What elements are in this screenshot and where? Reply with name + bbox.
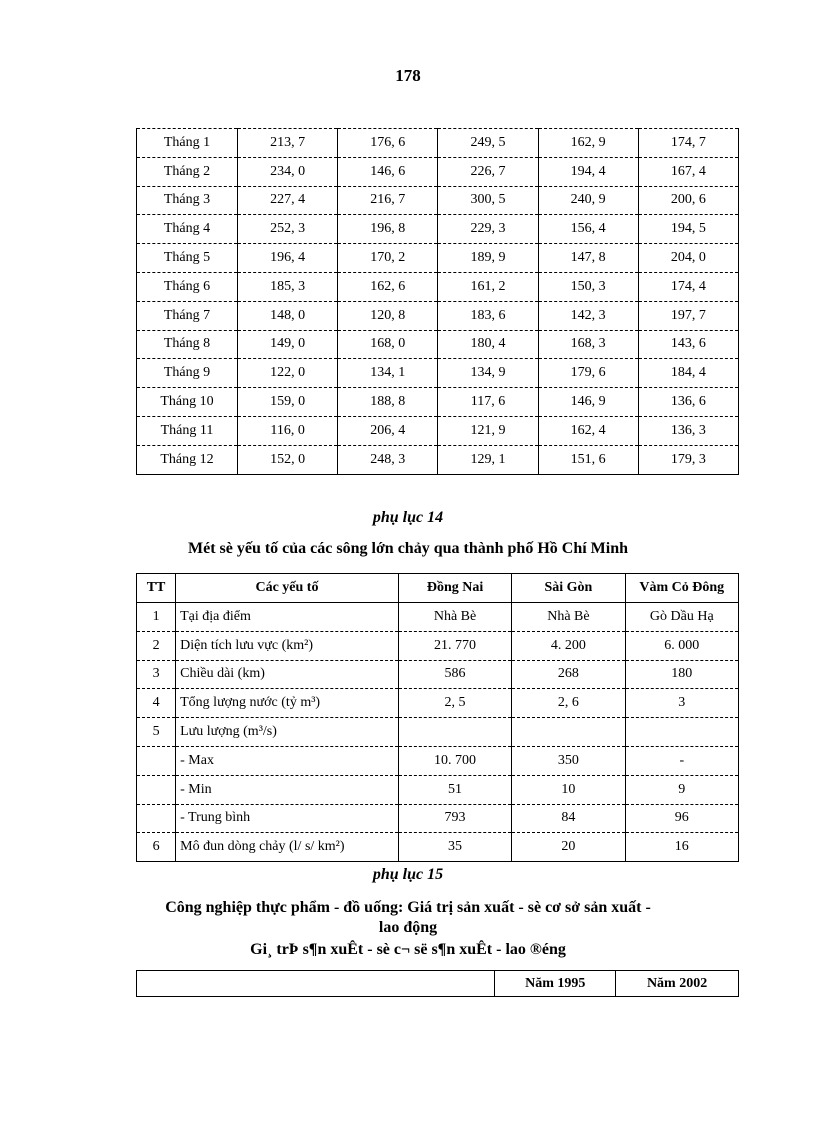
sai-gon-cell: 4. 200 [512,631,625,660]
month-cell: Tháng 1 [137,129,238,158]
table-row [137,272,739,301]
value-cell: 134, 1 [338,359,438,388]
value-cell: 168, 0 [338,330,438,359]
value-cell: 196, 4 [238,244,338,273]
header-blank-cell [137,971,495,997]
value-cell: 226, 7 [438,157,538,186]
table-row [137,244,739,273]
table-row [137,359,739,388]
table-row [137,660,739,689]
value-cell: 180, 4 [438,330,538,359]
table-row [137,129,739,158]
table-row [137,330,739,359]
month-cell: Tháng 4 [137,215,238,244]
month-cell: Tháng 10 [137,388,238,417]
factor-cell: Tổng lượng nước (tỷ m³) [176,689,399,718]
tt-cell: 4 [137,689,176,718]
dong-nai-cell: 51 [398,775,511,804]
value-cell: 142, 3 [538,301,638,330]
value-cell: 188, 8 [338,388,438,417]
dong-nai-cell: Nhà Bè [398,603,511,632]
table-row [137,186,739,215]
appendix-14-title: Mét sè yếu tố của các sông lớn chảy qua thành phố Hồ Chí Minh [187,540,629,557]
value-cell: 148, 0 [238,301,338,330]
value-cell: 136, 3 [638,416,738,445]
factor-cell: - Min [176,775,399,804]
rivers-factors-table [136,573,739,862]
value-cell: 234, 0 [238,157,338,186]
value-cell: 189, 9 [438,244,538,273]
value-cell: 146, 6 [338,157,438,186]
value-cell: 170, 2 [338,244,438,273]
value-cell: 150, 3 [538,272,638,301]
header-factor: Các yếu tố [176,574,399,603]
factor-cell: - Trung bình [176,804,399,833]
value-cell: 149, 0 [238,330,338,359]
vam-co-dong-cell: Gò Dầu Hạ [625,603,738,632]
month-cell: Tháng 6 [137,272,238,301]
table-row [137,804,739,833]
value-cell: 216, 7 [338,186,438,215]
value-cell: 162, 6 [338,272,438,301]
value-cell: 120, 8 [338,301,438,330]
value-cell: 117, 6 [438,388,538,417]
tt-cell: 2 [137,631,176,660]
sai-gon-cell [512,718,625,747]
value-cell: 156, 4 [538,215,638,244]
vam-co-dong-cell: 3 [625,689,738,718]
value-cell: 194, 5 [638,215,738,244]
sai-gon-cell: 2, 6 [512,689,625,718]
sai-gon-cell: 20 [512,833,625,862]
value-cell: 159, 0 [238,388,338,417]
value-cell: 227, 4 [238,186,338,215]
tt-cell: 3 [137,660,176,689]
month-cell: Tháng 7 [137,301,238,330]
sai-gon-cell: 268 [512,660,625,689]
appendix-14-label: phụ lục 14 [372,509,444,526]
tt-cell: 5 [137,718,176,747]
value-cell: 162, 9 [538,129,638,158]
vam-co-dong-cell: 16 [625,833,738,862]
appendix-15-title-line2: lao động [378,919,438,936]
factor-cell: Mô đun dòng chảy (l/ s/ km²) [176,833,399,862]
table-row [137,718,739,747]
table-row [137,157,739,186]
month-cell: Tháng 11 [137,416,238,445]
value-cell: 249, 5 [438,129,538,158]
table-row [137,746,739,775]
value-cell: 194, 4 [538,157,638,186]
appendix-15-title-line1: Công nghiệp thực phẩm - đồ uống: Giá trị sản xuất - sè cơ sở sản xuất - [165,899,651,916]
vam-co-dong-cell: 96 [625,804,738,833]
header-vam-co-dong: Vàm Cỏ Đông [625,574,738,603]
header-dong-nai: Đồng Nai [398,574,511,603]
tt-cell [137,804,176,833]
value-cell: 196, 8 [338,215,438,244]
value-cell: 121, 9 [438,416,538,445]
value-cell: 204, 0 [638,244,738,273]
value-cell: 300, 5 [438,186,538,215]
value-cell: 151, 6 [538,445,638,474]
value-cell: 174, 7 [638,129,738,158]
value-cell: 168, 3 [538,330,638,359]
tt-cell: 6 [137,833,176,862]
value-cell: 152, 0 [238,445,338,474]
table-row [137,689,739,718]
sai-gon-cell: 84 [512,804,625,833]
dong-nai-cell [398,718,511,747]
tt-cell [137,746,176,775]
table-row [137,301,739,330]
appendix-15-label: phụ lục 15 [372,866,444,883]
value-cell: 229, 3 [438,215,538,244]
tt-cell [137,775,176,804]
sai-gon-cell: Nhà Bè [512,603,625,632]
vam-co-dong-cell [625,718,738,747]
value-cell: 161, 2 [438,272,538,301]
header-year-2002: Năm 2002 [616,971,739,997]
table-row [137,833,739,862]
sai-gon-cell: 10 [512,775,625,804]
value-cell: 134, 9 [438,359,538,388]
table-row [137,603,739,632]
vam-co-dong-cell: 9 [625,775,738,804]
month-cell: Tháng 2 [137,157,238,186]
value-cell: 183, 6 [438,301,538,330]
page-number: 178 [395,66,421,85]
value-cell: 116, 0 [238,416,338,445]
table-row [137,775,739,804]
vam-co-dong-cell: 6. 000 [625,631,738,660]
sai-gon-cell: 350 [512,746,625,775]
table-header-row [137,971,739,997]
header-sai-gon: Sài Gòn [512,574,625,603]
value-cell: 143, 6 [638,330,738,359]
dong-nai-cell: 586 [398,660,511,689]
value-cell: 179, 3 [638,445,738,474]
value-cell: 179, 6 [538,359,638,388]
value-cell: 240, 9 [538,186,638,215]
dong-nai-cell: 35 [398,833,511,862]
factor-cell: Tại địa điểm [176,603,399,632]
table-header-row [137,574,739,603]
table-row [137,388,739,417]
month-cell: Tháng 8 [137,330,238,359]
value-cell: 213, 7 [238,129,338,158]
value-cell: 176, 6 [338,129,438,158]
dong-nai-cell: 10. 700 [398,746,511,775]
tt-cell: 1 [137,603,176,632]
value-cell: 147, 8 [538,244,638,273]
industry-table [136,970,739,997]
value-cell: 174, 4 [638,272,738,301]
value-cell: 248, 3 [338,445,438,474]
table-row [137,631,739,660]
month-cell: Tháng 9 [137,359,238,388]
factor-cell: Lưu lượng (m³/s) [176,718,399,747]
value-cell: 206, 4 [338,416,438,445]
value-cell: 122, 0 [238,359,338,388]
dong-nai-cell: 2, 5 [398,689,511,718]
dong-nai-cell: 793 [398,804,511,833]
table-row [137,445,739,474]
value-cell: 162, 4 [538,416,638,445]
value-cell: 197, 7 [638,301,738,330]
header-year-1995: Năm 1995 [495,971,616,997]
dong-nai-cell: 21. 770 [398,631,511,660]
value-cell: 252, 3 [238,215,338,244]
table-row [137,416,739,445]
vam-co-dong-cell: - [625,746,738,775]
value-cell: 185, 3 [238,272,338,301]
value-cell: 136, 6 [638,388,738,417]
factor-cell: Diện tích lưu vực (km²) [176,631,399,660]
value-cell: 200, 6 [638,186,738,215]
table-row [137,215,739,244]
value-cell: 184, 4 [638,359,738,388]
month-cell: Tháng 3 [137,186,238,215]
vam-co-dong-cell: 180 [625,660,738,689]
value-cell: 146, 9 [538,388,638,417]
month-cell: Tháng 5 [137,244,238,273]
monthly-rainfall-table [136,128,739,475]
value-cell: 129, 1 [438,445,538,474]
factor-cell: Chiều dài (km) [176,660,399,689]
factor-cell: - Max [176,746,399,775]
appendix-15-title-line3: Gi¸ trÞ s¶n xuÊt - sè c¬ së s¶n xuÊt - lao ®éng [250,941,566,958]
header-tt: TT [137,574,176,603]
month-cell: Tháng 12 [137,445,238,474]
value-cell: 167, 4 [638,157,738,186]
